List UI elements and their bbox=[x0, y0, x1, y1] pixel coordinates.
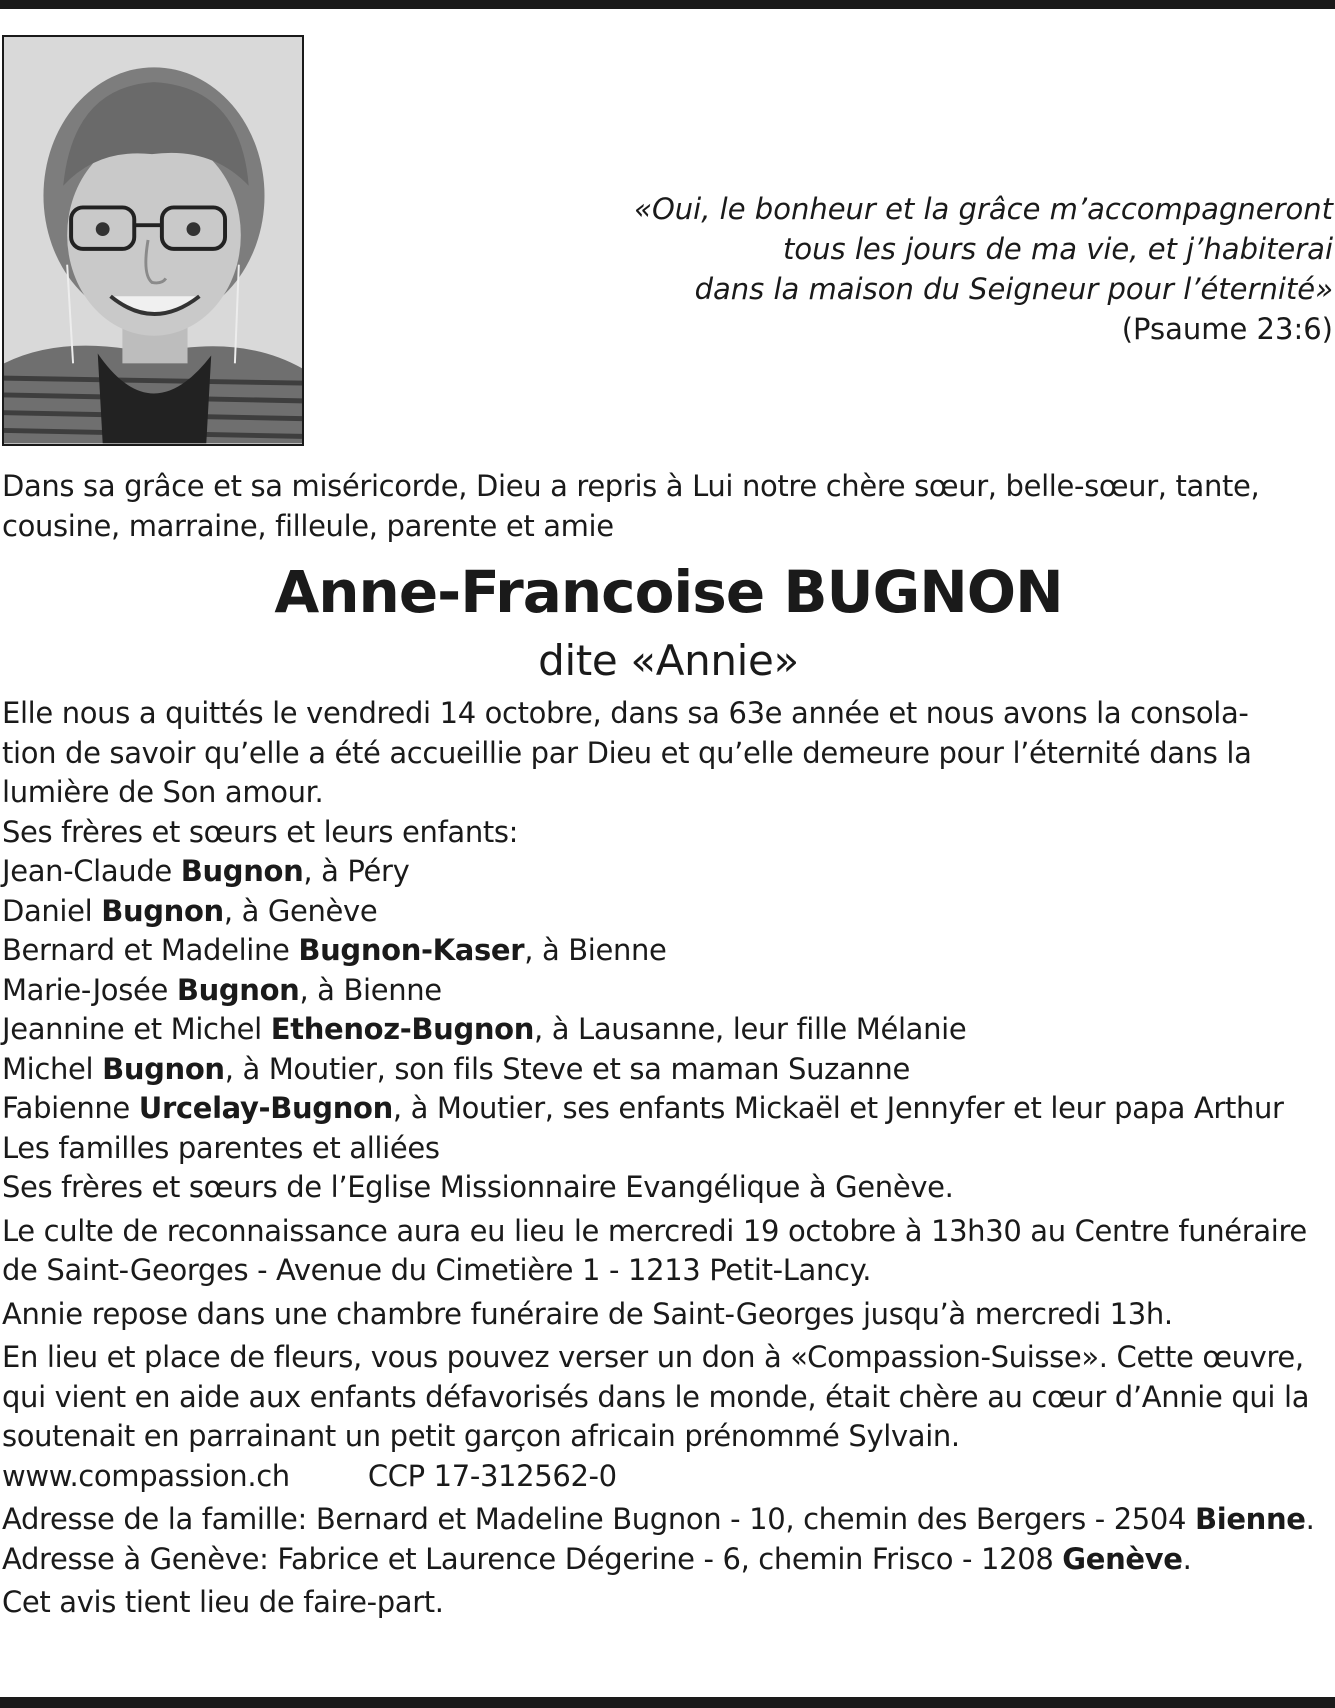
announcement-line: Elle nous a quittés le vendredi 14 octobre, dans sa 63e année et nous avons la consola- bbox=[2, 696, 1249, 730]
quote-reference: (Psaume 23:6) bbox=[1121, 312, 1333, 346]
geneva-address: Adresse à Genève: Fabrice et Laurence Dégerine - 6, chemin Frisco - 1208 Genève. bbox=[2, 1541, 1192, 1576]
family-member bbox=[2, 892, 1335, 932]
portrait-photo bbox=[2, 35, 304, 446]
member-surname: Bugnon bbox=[176, 972, 300, 1007]
member-details: , à Moutier, ses enfants Mickaël et Jennyfer et leur papa Arthur bbox=[392, 1091, 1284, 1125]
obituary-body bbox=[2, 467, 1335, 1623]
member-surname: Bugnon bbox=[180, 854, 304, 888]
closing-line: Cet avis tient lieu de faire-part. bbox=[2, 1585, 444, 1619]
quote-line: «Oui, le bonheur et la grâce m’accompagneront bbox=[634, 192, 1333, 226]
family-member bbox=[2, 852, 1335, 892]
top-rule bbox=[0, 0, 1335, 9]
donation-line: soutenait en parrainant un petit garçon africain prénommé Sylvain. bbox=[2, 1419, 960, 1453]
family-address-city: Bienne bbox=[1194, 1502, 1306, 1536]
member-details: , à Bienne bbox=[299, 972, 442, 1007]
deceased-nickname: dite «Annie» bbox=[538, 636, 799, 685]
member-surname: Bugnon bbox=[102, 1051, 225, 1086]
member-details: , à Péry bbox=[303, 854, 410, 888]
relatives-line: Les familles parentes et alliées bbox=[2, 1130, 440, 1165]
donation-line: qui vient en aide aux enfants défavorisés dans le monde, était chère au cœur d’Annie qui la bbox=[2, 1379, 1310, 1414]
member-surname: Urcelay-Bugnon bbox=[138, 1091, 393, 1125]
quote-line: tous les jours de ma vie, et j’habiterai bbox=[783, 232, 1333, 266]
bottom-rule bbox=[0, 1697, 1335, 1708]
member-first-name: Daniel bbox=[2, 893, 102, 928]
announcement-line: tion de savoir qu’elle a été accueillie par Dieu et qu’elle demeure pour l’éternité dans la bbox=[2, 735, 1252, 770]
geneva-address-text: Adresse à Genève: Fabrice et Laurence Dégerine - 6, chemin Frisco - 1208 bbox=[2, 1541, 1063, 1576]
donation-ccp: CCP 17-312562-0 bbox=[367, 1458, 617, 1493]
member-details: , à Moutier, son fils Steve et sa maman Suzanne bbox=[224, 1051, 910, 1086]
intro-line: Dans sa grâce et sa miséricorde, Dieu a repris à Lui notre chère sœur, belle-sœur, tante, bbox=[2, 469, 1260, 503]
member-details: , à Bienne bbox=[524, 933, 667, 967]
scripture-quote bbox=[513, 189, 1333, 349]
portrait-image bbox=[4, 37, 302, 444]
donation-line: En lieu et place de fleurs, vous pouvez verser un don à «Compassion-Suisse». Cette œuvre, bbox=[2, 1340, 1304, 1374]
service-line: de Saint-Georges - Avenue du Cimetière 1 - 1213 Petit-Lancy. bbox=[2, 1253, 872, 1287]
member-surname: Bugnon bbox=[101, 893, 224, 928]
church-line: Ses frères et sœurs de l’Eglise Missionnaire Evangélique à Genève. bbox=[2, 1170, 954, 1204]
member-first-name: Jeannine et Michel bbox=[2, 1012, 271, 1046]
family-member bbox=[2, 931, 1335, 971]
quote-line: dans la maison du Seigneur pour l’éternité» bbox=[694, 272, 1333, 306]
member-first-name: Bernard et Madeline bbox=[2, 933, 299, 967]
geneva-address-city: Genève bbox=[1062, 1541, 1183, 1576]
family-heading: Ses frères et sœurs et leurs enfants: bbox=[2, 814, 519, 849]
family-member bbox=[2, 1010, 1335, 1050]
donation-contact bbox=[2, 1457, 1335, 1497]
member-surname: Bugnon-Kaser bbox=[298, 933, 525, 967]
service-line: Le culte de reconnaissance aura eu lieu le mercredi 19 octobre à 13h30 au Centre funéraire bbox=[2, 1213, 1307, 1248]
family-member bbox=[2, 971, 1335, 1011]
family-member bbox=[2, 1089, 1335, 1129]
member-first-name: Marie-Josée bbox=[2, 972, 177, 1007]
member-details: , à Genève bbox=[223, 893, 378, 928]
intro-line: cousine, marraine, filleule, parente et amie bbox=[2, 508, 614, 543]
family-address-text: Adresse de la famille: Bernard et Madeline Bugnon - 10, chemin des Bergers - 2504 bbox=[2, 1502, 1195, 1536]
member-first-name: Fabienne bbox=[2, 1091, 139, 1125]
member-first-name: Jean-Claude bbox=[2, 854, 181, 888]
member-surname: Ethenoz-Bugnon bbox=[270, 1012, 535, 1046]
deceased-name: Anne-Francoise BUGNON bbox=[274, 558, 1063, 626]
family-member bbox=[2, 1050, 1335, 1090]
member-first-name: Michel bbox=[2, 1051, 103, 1086]
donation-website[interactable]: www.compassion.ch bbox=[2, 1458, 290, 1493]
member-details: , à Lausanne, leur fille Mélanie bbox=[534, 1012, 967, 1046]
announcement-line: lumière de Son amour. bbox=[2, 775, 324, 809]
family-address: Adresse de la famille: Bernard et Madeline Bugnon - 10, chemin des Bergers - 2504 Bienne. bbox=[2, 1502, 1315, 1536]
repose-line: Annie repose dans une chambre funéraire de Saint-Georges jusqu’à mercredi 13h. bbox=[2, 1296, 1173, 1331]
